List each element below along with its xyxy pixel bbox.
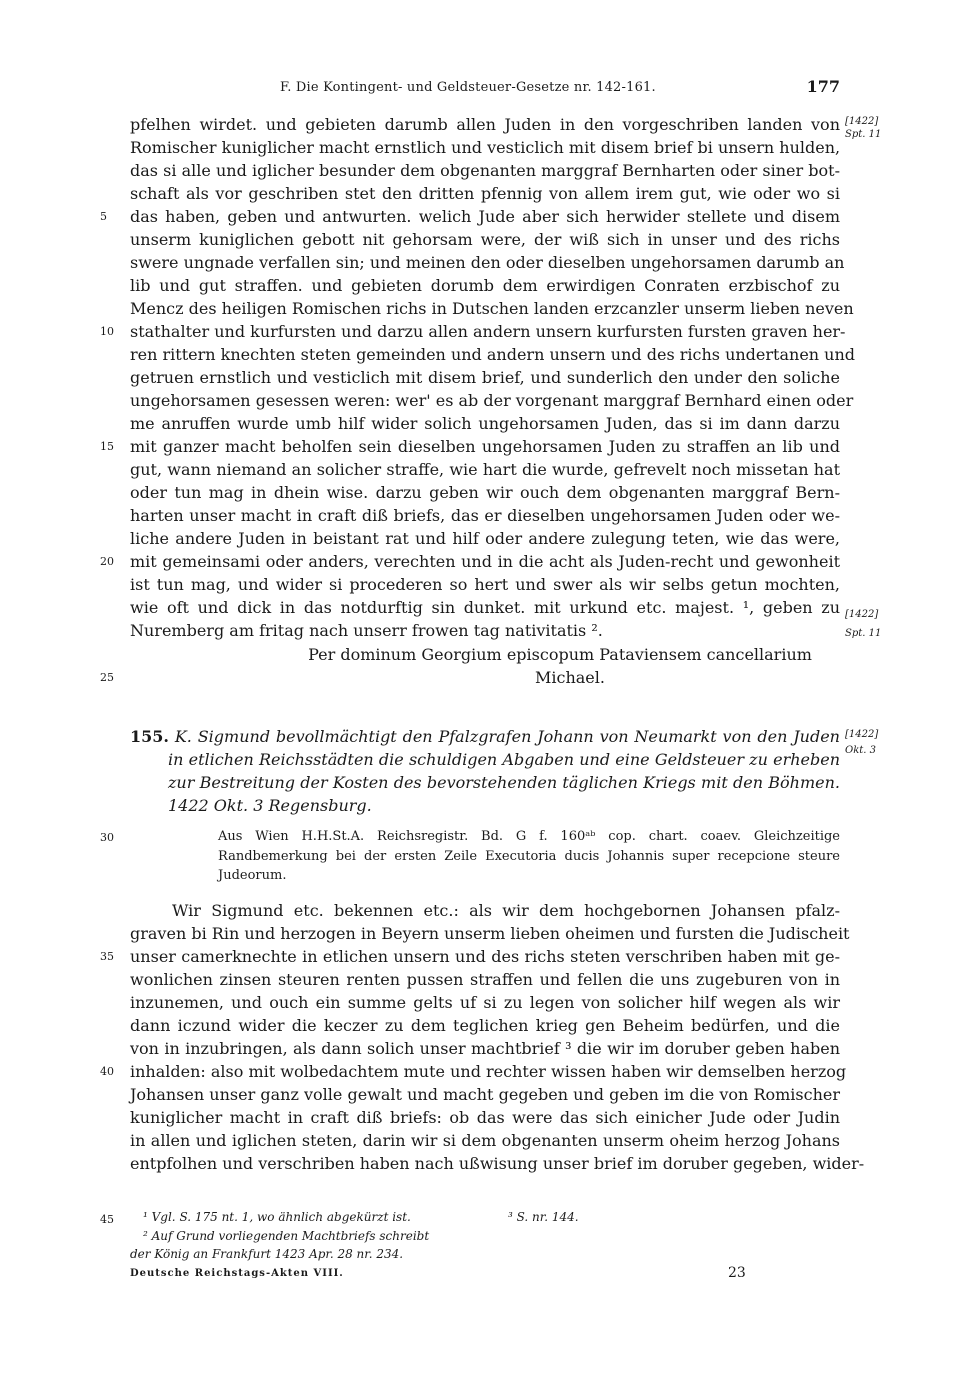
- text-line: schaft als vor geschriben stet den dritten pfennig von allem irem gut, wie oder wo si: [130, 184, 840, 203]
- text-line: das haben, geben und antwurten. welich Jude aber sich herwider stellete und disem: [130, 207, 840, 226]
- signature-mark: 23: [728, 1265, 746, 1281]
- text-line: von in inzubringen, als dann solich unser machtbrief ³ die wir im doruber geben haben: [130, 1039, 840, 1058]
- text-line: oder tun mag in dhein wise. darzu geben wir ouch dem obgenanten marggraf Bern-: [130, 483, 840, 502]
- text-line: wonlichen zinsen steuren renten pussen straffen und fellen die uns zugeburen von in: [130, 970, 840, 989]
- text-line: me anruffen wurde umb hilf wider solich ungehorsamen Juden, das si im dann darzu: [130, 414, 840, 433]
- source-line: Randbemerkung bei der ersten Zeile Executoria ducis Johannis super recepcione steure: [218, 849, 840, 864]
- text-line: graven bi Rin und herzogen in Beyern unserm lieben oheimen und fursten die Judischeit: [130, 924, 850, 943]
- text-line: ren rittern knechten steten gemeinden und andern unsern und des richs undertanen und: [130, 345, 856, 364]
- text-line: liche andere Juden in beistant rat und hilf oder andere zulegung teten, wie das were,: [130, 529, 840, 548]
- text-line: inzunemen, und ouch ein summe gelts uf si zu legen von solicher hilf wegen als wir: [130, 993, 840, 1012]
- text-line: inhalden: also mit wolbedachtem mute und rechter wissen haben wir demselben herzog: [130, 1062, 847, 1081]
- title-text: K. Sigmund bevollmächtigt den Pfalzgrafen Johann von Neumarkt von den Juden: [174, 727, 840, 746]
- margin-date: [1422]: [845, 116, 879, 127]
- text-line: in allen und iglichen steten, darin wir si dem obgenanten unserm oheim herzog Johans: [130, 1131, 840, 1150]
- page-header: [130, 77, 840, 100]
- line-number: 45: [100, 1213, 114, 1226]
- line-number: 15: [100, 440, 114, 453]
- margin-date: [1422]: [845, 609, 879, 620]
- line-number: 25: [100, 671, 114, 684]
- text-line: kuniglicher macht in craft diß briefs: ob das were das sich einicher Jude oder Judin: [130, 1108, 840, 1127]
- text-line: unser camerknechte in etlichen unsern und des richs steten verschriben haben mit ge-: [130, 947, 840, 966]
- signature-line: Per dominum Georgium episcopum Pataviensem cancellarium: [308, 645, 812, 664]
- margin-day: Spt. 11: [845, 129, 882, 140]
- text-line: Mencz des heiligen Romischen richs in Dutschen landen erzcanzler unserm lieben neven: [130, 299, 854, 318]
- line-number: 10: [100, 325, 114, 338]
- line-number: 20: [100, 555, 114, 568]
- text-line: pfelhen wirdet. und gebieten darumb allen Juden in den vorgeschriben landen von: [130, 115, 840, 134]
- signature-name: Michael.: [535, 668, 605, 687]
- text-line: swere ungnade verfallen sin; und meinen den oder dieselben ungehorsamen darumb an: [130, 253, 845, 272]
- footnote-2-continued: der König an Frankfurt 1423 Apr. 28 nr. 234.: [130, 1247, 404, 1261]
- text-line: gut, wann niemand an solicher straffe, wie hart die wurde, gefrevelt noch missetan hat: [130, 460, 840, 479]
- margin-date: [1422]: [845, 729, 879, 740]
- text-line: lib und gut straffen. und gebieten dorumb dem erwirdigen Conraten erzbischof zu: [130, 276, 840, 295]
- series-title: Deutsche Reichstags-Akten VIII.: [130, 1268, 344, 1279]
- running-head: F. Die Kontingent- und Geldsteuer-Gesetze nr. 142-161.: [280, 80, 656, 95]
- text-line: mit gemeinsami oder anders, verechten und in die acht als Juden-recht und gewonheit: [130, 552, 840, 571]
- text-line: stathalter und kurfursten und darzu allen andern unsern kurfursten fursten graven her-: [130, 322, 846, 341]
- footnote-2: ² Auf Grund vorliegenden Machtbriefs schreibt: [143, 1229, 430, 1243]
- text-line: unserm kuniglichen gebott nit gehorsam were, der wiß sich in unser und des richs: [130, 230, 840, 249]
- source-line: Judeorum.: [218, 868, 287, 883]
- text-line: getruen ernstlich und vesticlich mit disem brief, und sunderlich den under den soliche: [130, 368, 840, 387]
- text-line: ist tun mag, und wider si procederen so hert und swer als wir selbs getun mochten,: [130, 575, 840, 594]
- text-line: harten unser macht in craft diß briefs, das er dieselben ungehorsamen Juden oder we-: [130, 506, 840, 525]
- text-line: dann iczund wider die keczer zu dem teglichen krieg gen Beheim bedürfen, und die: [130, 1016, 840, 1035]
- source-line: Aus Wien H.H.St.A. Reichsregistr. Bd. G f. 160ᵃᵇ cop. chart. coaev. Gleichzeitige: [218, 829, 840, 844]
- title-line: 1422 Okt. 3 Regensburg.: [168, 796, 372, 815]
- text-line: das si alle und iglicher besunder dem obgenanten marggraf Bernharten oder siner bot-: [130, 161, 840, 180]
- text-line: wie oft und dick in das notdurftig sin dunket. mit urkund etc. majest. ¹, geben zu: [130, 598, 840, 617]
- text-line: Wir Sigmund etc. bekennen etc.: als wir dem hochgebornen Johansen pfalz-: [172, 901, 840, 920]
- footnote-1: ¹ Vgl. S. 175 nt. 1, wo ähnlich abgekürzt ist.: [143, 1210, 411, 1224]
- margin-day: Okt. 3: [845, 745, 876, 756]
- margin-day: Spt. 11: [845, 628, 882, 639]
- page-number: 177: [806, 77, 840, 96]
- text-line: ungehorsamen gesessen weren: wer' es ab der vorgenant marggraf Bernhard einen oder: [130, 391, 854, 410]
- title-line: zur Bestreitung der Kosten des bevorstehenden täglichen Kriegs mit den Böhmen.: [168, 773, 840, 792]
- line-number: 40: [100, 1065, 114, 1078]
- text-line: Johansen unser ganz volle gewalt und macht gegeben und geben im die von Romischer: [130, 1085, 840, 1104]
- document-number: 155.: [130, 727, 169, 746]
- footnote-3: ³ S. nr. 144.: [508, 1210, 579, 1224]
- text-line: mit ganzer macht beholfen sein dieselben ungehorsamen Juden zu straffen an lib und: [130, 437, 840, 456]
- title-line: in etlichen Reichsstädten die schuldigen Abgaben und eine Geldsteuer zu erheben: [168, 750, 840, 769]
- text-line: Nuremberg am fritag nach unserr frowen tag nativitatis ².: [130, 621, 603, 640]
- line-number: 35: [100, 950, 114, 963]
- line-number: 30: [100, 831, 114, 844]
- text-line: entpfolhen und verschriben haben nach ußwisung unser brief im doruber gegeben, wider-: [130, 1154, 865, 1173]
- title-line: [130, 726, 840, 748]
- text-line: Romischer kuniglicher macht ernstlich und vesticlich mit disem brief bi unsern hulden,: [130, 138, 841, 157]
- line-number: 5: [100, 210, 107, 223]
